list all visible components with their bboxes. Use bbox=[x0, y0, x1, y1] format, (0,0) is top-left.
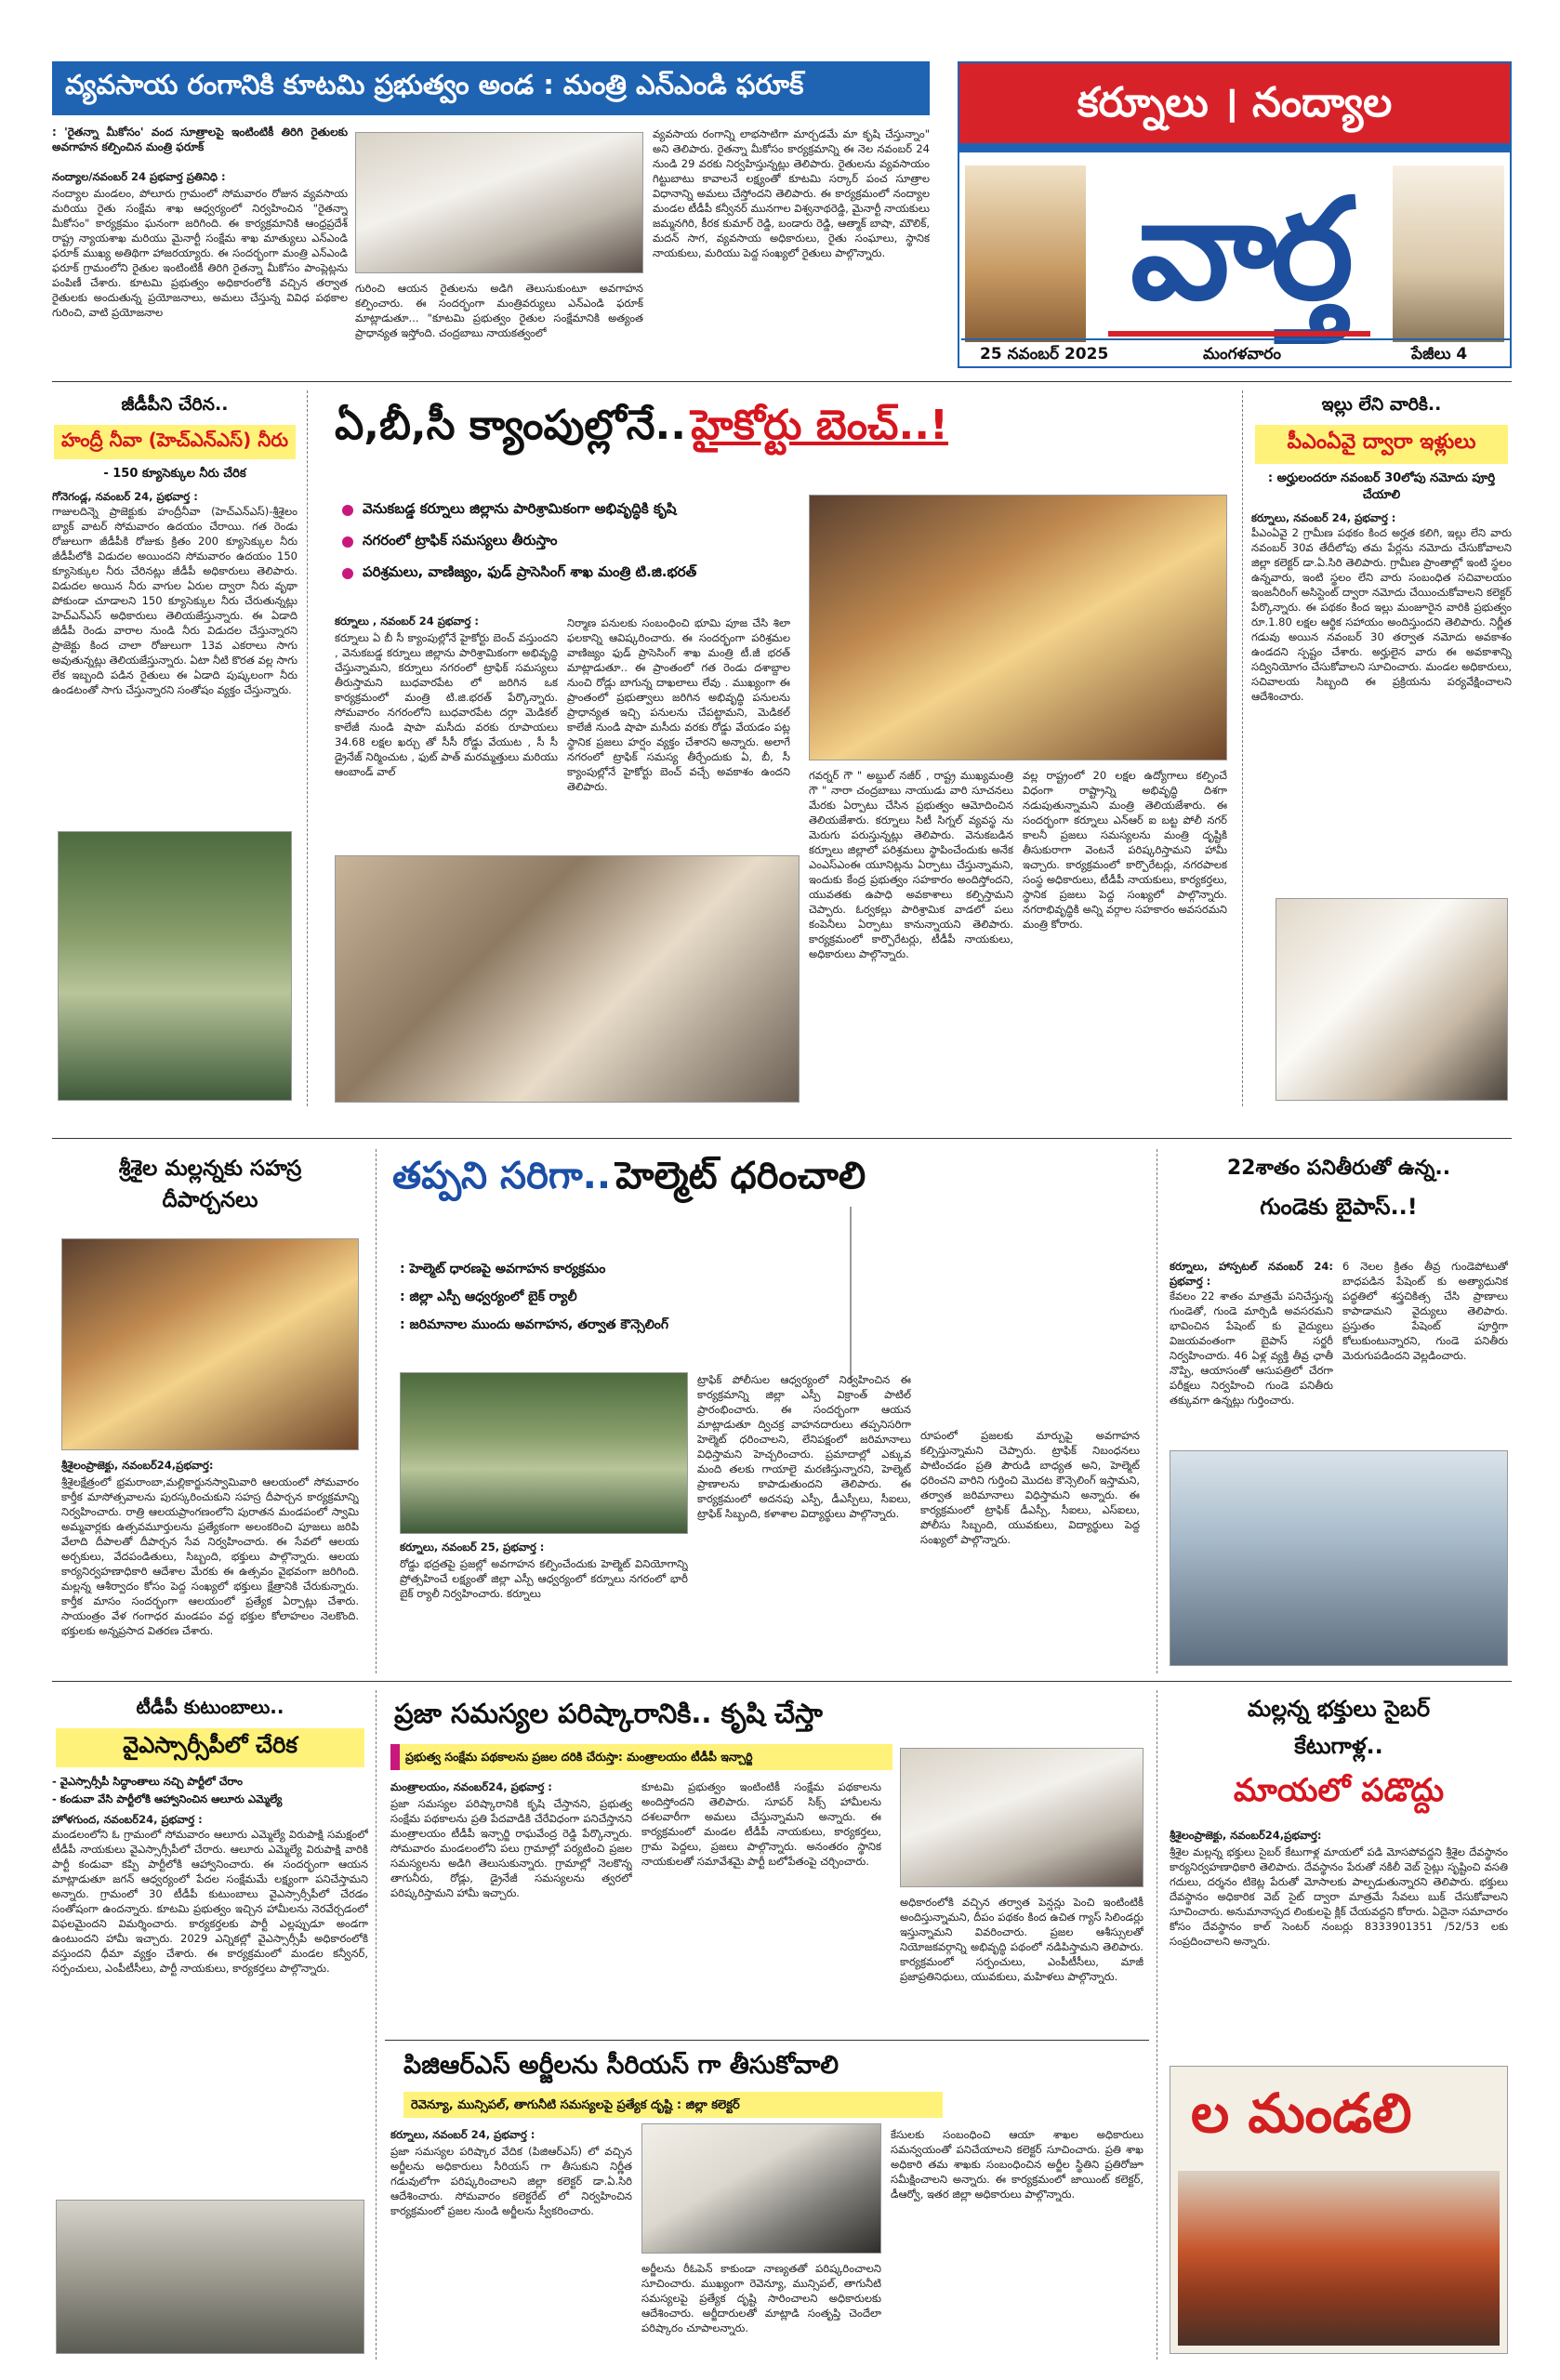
story-hndri-photo bbox=[58, 831, 292, 1101]
story-praja-body-1: ప్రజా సమస్యల పరిష్కారానికి కృషి చేస్తానని, ప్రభుత్వ సంక్షేమ పథకాలను ప్రతి పేదవాడికి చేరేవిధంగా పనిచేస్తానని మంత్రాలయం టీడీపీ ఇన్చార్జి రాఘవేంద్ర రెడ్డి పేర్కొన్నారు. సోమవారం మండలంలోని పలు గ్రామాల్లో పర్యటించి ప్రజల సమస్యలను అడిగి తెలుసుకున్నారు. గ్రామాల్లో నెలకొన్న తాగునీరు, రోడ్లు, డ్రైనేజీ సమస్యలను త్వరలో పరిష్కరిస్తామని హామీ ఇచ్చారు. bbox=[390, 1797, 632, 1899]
story-pmay-body: పీఎంఏవై 2 గ్రామీణ పథకం కింద అర్హత కలిగి, ఇల్లు లేని వారు నవంబర్ 30వ తేదీలోపు తమ పేర్లను నమోదు చేసుకోవాలని జిల్లా కలెక్టర్ డా.ఏ.సిరి తెలిపారు. గ్రామీణ ప్రాంతాల్లో ఇంటి స్థలం ఉన్నవారు, ఇంటి స్థలం లేని వారు సంబంధిత సచివాలయం ఇంజనీరింగ్ అసిస్టెంట్ ద్వారా నమోదు చేయించుకోవాలని కలెక్టర్ పేర్కొన్నారు. ఈ పథకం కింద ఇల్లు మంజూరైన వారికి ప్రభుత్వం రూ.1.80 లక్షల ఆర్థిక సహాయం అందిస్తుందని తెలిపారు. నిర్ణీత గడువు అయిన నవంబర్ 30 తర్వాత నమోదు అవకాశం ఉండదని స్పష్టం చేశారు. అర్హులైన వారు ఈ అవకాశాన్ని సద్వినియోగం చేసుకోవాలని సూచించారు. మండల అధికారులు, సచివాలయ సిబ్బంది ఈ ప్రక్రియను పర్యవేక్షించాలని ఆదేశించారు. bbox=[1251, 526, 1512, 703]
story-helmet-bullet: : జరిమానాల ముందు అవగాహన, తర్వాత కౌన్సెలింగ్ bbox=[400, 1317, 669, 1332]
story-srisailam-body: శ్రీశైలక్షేత్రంలో భ్రమరాంబా,మల్లికార్జునస్వామివారి ఆలయంలో సోమవారం కార్తీక మాసోత్సవాలను పురస్కరించుకుని సహస్ర దీపార్చన కార్యక్రమాన్ని నిర్వహించారు. రాత్రి ఆలయప్రాంగణంలోని పురాతన మండపంలో స్వామి అమ్మవార్లకు ఉత్సవమూర్తులను ప్రత్యేకంగా అలంకరించి పూజలు జరిపి వేలాది దీపాలతో దీపార్చన సేవ నిర్వహించారు. ఈ సేవలో ఆలయ అర్చకులు, వేదపండితులు, సిబ్బంది, భక్తులు పాల్గొన్నారు. ఆలయ కార్యనిర్వహణాధికారి ఆదేశాల మేరకు ఈ ఉత్సవం వైభవంగా జరిగింది. మల్లన్న ఆశీర్వాదం కోసం పెద్ద సంఖ్యలో భక్తులు క్షేత్రానికి చేరుకున్నారు. కార్తీక మాసం సందర్భంగా ఆలయంలో ప్రత్యేక ఏర్పాట్లు చేశారు. సాయంత్రం వేళ గంగాధర మండపం వద్ద భక్తుల కోలాహలం నెలకొంది. భక్తులకు అన్నప్రసాద వితరణ చేశారు. bbox=[61, 1475, 359, 1637]
story-pmay-headline bbox=[1255, 425, 1508, 464]
story-cyber bbox=[1166, 1690, 1512, 2360]
story-srisailam-headline: శ్రీశైల మల్లన్నకు సహస్ర దీపార్చనలు bbox=[118, 1157, 302, 1212]
story-heart-dateline: కర్నూలు, హాస్పటల్ నవంబర్ 24: ప్రభవార్త : bbox=[1170, 1260, 1333, 1288]
story-farooq-photo bbox=[355, 132, 643, 273]
story-pgrs-sub-text: రెవెన్యూ, మున్సిపల్, తాగునీటి సమస్యలపై ప్రత్యేక దృష్టి : జిల్లా కలెక్టర్ bbox=[411, 2098, 740, 2112]
story-pgrs-dateline: కర్నూలు, నవంబర్ 24, ప్రభవార్త : bbox=[390, 2128, 535, 2141]
divider bbox=[1242, 390, 1243, 1106]
story-ysrcp-body: మండలంలోని ఓ గ్రామంలో సోమవారం ఆలూరు ఎమ్మెల్యే విరుపాక్షి సమక్షంలో టీడీపీ నాయకులు వైఎస్సార్సీపీలో చేరారు. ఆలూరు ఎమ్మెల్యే విరుపాక్షి వారికి పార్టీ కండువా కప్పి పార్టీలోకి ఆహ్వానించారు. ఈ సందర్భంగా ఆయన మాట్లాడుతూ జగన్ ఆధ్వర్యంలో పేదల సంక్షేమమే లక్ష్యంగా పనిచేస్తామని అన్నారు. గ్రామంలో 30 టీడీపీ కుటుంబాలు వైఎస్సార్సీపీలో చేరడం సంతోషంగా ఉందన్నారు. కూటమి ప్రభుత్వం ఇచ్చిన హామీలను నెరవేర్చడంలో విఫలమైందని విమర్శించారు. కార్యకర్తలకు పార్టీ ఎల్లప్పుడూ అండగా ఉంటుందని హామీ ఇచ్చారు. 2029 ఎన్నికల్లో వైఎస్సార్సీపీ అధికారంలోకి వస్తుందని ధీమా వ్యక్తం చేశారు. ఈ కార్యక్రమంలో మండల కన్వీనర్, సర్పంచులు, ఎంపీటీసీలు, పార్టీ నాయకులు, కార్యకర్తలు పాల్గొన్నారు. bbox=[52, 1828, 368, 1975]
story-ysrcp-sub-1: - వైఎస్సార్సీపీ సిద్ధాంతాలు నచ్చి పార్టీలో చేరాం bbox=[52, 1775, 243, 1788]
story-pmay-sub: : అర్హులందరూ నవంబర్ 30లోపు నమోదు పూర్తి చేయాలి bbox=[1267, 471, 1496, 502]
story-bench-photo-stage bbox=[809, 495, 1227, 760]
story-pgrs-body-1: ప్రజా సమస్యల పరిష్కార వేదిక (పిజిఆర్ఎస్) లో వచ్చిన అర్జీలను అధికారులు సీరియస్ గా తీసుకుని నిర్ణీత గడువులోగా పరిష్కరించాలని జిల్లా కలెక్టర్ డా.ఏ.సిరి ఆదేశించారు. సోమవారం కలెక్టరేట్ లో నిర్వహించిన కార్యక్రమంలో ప్రజల నుండి అర్జీలను స్వీకరించారు. bbox=[390, 2145, 632, 2217]
story-praja-body-2: కూటమి ప్రభుత్వం ఇంటింటికీ సంక్షేమ పథకాలను అందిస్తోందని తెలిపారు. సూపర్ సిక్స్ హామీలను దశలవారీగా అమలు చేస్తున్నామని అన్నారు. ఈ కార్యక్రమంలో మండల టీడీపీ నాయకులు, కార్యకర్తలు, గ్రామ పెద్దలు, ప్రజలు పాల్గొన్నారు. అనంతరం స్థానిక నాయకులతో సమావేశమై పార్టీ బలోపేతంపై చర్చించారు. bbox=[641, 1780, 881, 1868]
story-helmet-body-1: రోడ్డు భద్రతపై ప్రజల్లో అవగాహన కల్పించేందుకు హెల్మెట్ వినియోగాన్ని ప్రోత్సహించే లక్ష్యంతో జిల్లా ఎస్పీ ఆధ్వర్యంలో కర్నూలు నగరంలో భారీ బైక్ ర్యాలీ నిర్వహించారు. కర్నూలు bbox=[400, 1557, 688, 1600]
story-helmet-headline-blue: తప్పని సరిగా.. bbox=[392, 1155, 612, 1197]
story-farooq-body-3: వ్యవసాయ రంగాన్ని లాభసాటిగా మార్చడమే మా కృషి చేస్తున్నాం" అని తెలిపారు. రైతన్నా మీకోసం కార్యక్రమాన్ని ఈ నెల నవంబర్ 24 నుండి 29 వరకు నిర్వహిస్తున్నట్లు తెలిపారు. రైతులను వ్యవసాయం గిట్టుబాటు కావాలనే లక్ష్యంతో కూటమి సర్కార్ పంచ సూత్రాల విధానాన్ని అమలు చేస్తోందని తెలిపారు. ఈ కార్యక్రమంలో నంద్యాల మండల టీడీపీ కన్వీనర్ మునగాల విశ్వనాథరెడ్డి, మైనార్టీ నాయకులు జమ్మనగిరి, కీరక కుమార్ రెడ్డి, బండారు రెడ్డి, ఆత్మాక్ బాషా, మౌలిక్, మదన్ సాగ, వ్యవసాయ అధికారులు, రైతు సంఘాలు, స్థానిక నాయకులు, మరియు పెద్ద సంఖ్యలో రైతులు పాల్గొన్నారు. bbox=[653, 127, 930, 259]
top-headline-text: వ్యవసాయ రంగానికి కూటమి ప్రభుత్వం అండ : మంత్రి ఎన్ఎండి ఫరూక్ bbox=[65, 69, 804, 100]
story-bench-headline bbox=[335, 402, 1233, 459]
story-srisailam-photo bbox=[61, 1238, 359, 1450]
story-hndri-overline: జీడీపీని చేరిన.. bbox=[121, 394, 229, 415]
story-pgrs bbox=[385, 2047, 1149, 2360]
divider bbox=[307, 390, 308, 1106]
divider bbox=[52, 381, 1512, 382]
story-bench bbox=[316, 390, 1233, 1106]
story-heart bbox=[1166, 1149, 1512, 1673]
masthead-logo-underline bbox=[1108, 331, 1370, 337]
story-cyber-body: శ్రీశైల మల్లన్న భక్తులు సైబర్ కేటుగాళ్ల మాయలో పడి మోసపోవద్దని శ్రీశైల దేవస్థానం కార్యనిర్వహణాధికారి తెలిపారు. దేవస్థానం పేరుతో నకిలీ వెబ్ సైట్లు సృష్టించి వసతి గదులు, దర్శనం టికెట్ల పేరుతో మోసాలకు పాల్పడుతున్నారని తెలిపారు. భక్తులు దేవస్థానం అధికారిక వెబ్ సైట్ ద్వారా మాత్రమే సేవలు బుక్ చేసుకోవాలని సూచించారు. అనుమానాస్పద లింకులపై క్లిక్ చేయవద్దని కోరారు. ఏదైనా సమాచారం కోసం దేవస్థానం కాల్ సెంటర్ నంబర్లు 8333901351 /52/53 లకు సంప్రదించాలని అన్నారు. bbox=[1170, 1845, 1508, 1948]
divider bbox=[376, 1149, 377, 1673]
story-praja-dateline: మంత్రాలయం, నవంబర్24, ప్రభవార్త : bbox=[390, 1780, 552, 1793]
story-praja-headline: ప్రజా సమస్యల పరిష్కారానికి.. కృషి చేస్తా bbox=[394, 1698, 823, 1729]
story-bench-headline-red: హైకోర్టు బెంచ్..! bbox=[691, 402, 948, 449]
story-helmet-bullet: : హెల్మెట్ ధారణపై అవగాహన కార్యక్రమం bbox=[400, 1262, 606, 1276]
story-cyber-headline-1: మల్లన్న భక్తులు సైబర్ bbox=[1247, 1696, 1431, 1722]
issue-day: మంగళవారం bbox=[1203, 345, 1281, 364]
masthead-divider bbox=[959, 143, 1510, 152]
story-heart-headline-1: 22శాతం పనితీరుతో ఉన్న.. bbox=[1226, 1157, 1451, 1180]
story-pmay-overline: ఇల్లు లేని వారికి.. bbox=[1321, 394, 1442, 415]
story-pgrs-sub bbox=[403, 2092, 943, 2118]
story-hndri-headline bbox=[54, 425, 296, 459]
story-bench-headline-black: ఏ,బీ,సీ క్యాంపుల్లోనే.. bbox=[335, 402, 686, 449]
story-ysrcp-dateline: హోళగుంద, నవంబర్24, ప్రభవార్త : bbox=[52, 1813, 203, 1826]
story-pmay bbox=[1251, 390, 1512, 1106]
story-hndri bbox=[52, 390, 297, 1106]
masthead-logo: వార్త bbox=[1130, 167, 1349, 331]
story-ysrcp-sub-2: - కండువా వేసి పార్టీలోకి ఆహ్వానించిన ఆలూరు ఎమ్మెల్యే bbox=[52, 1792, 283, 1805]
story-pgrs-headline: పిజిఆర్ఎస్ అర్జీలను సీరియస్ గా తీసుకోవాలి bbox=[403, 2051, 839, 2080]
divider bbox=[52, 1138, 1512, 1139]
masthead-art-left bbox=[965, 165, 1086, 342]
story-hndri-body: గాజులదిన్నె ప్రాజెక్టుకు హంద్రీనీవా (హెచ్ఎన్ఎస్)-శ్రీశైలం బ్యాక్ వాటర్ సోమవారం ఉదయం చేరాయి. గత రెండు రోజులుగా జీడీపీకి రోజుకు క్రితం 200 క్యూసెక్కుల నీరు జీడీపీలోకి విడుదల అయిందని సోమవారం ఉదయం 150 క్యూసెక్కుల నీరు చేరినట్లు జీడీపీ అధికారులు తెలిపారు. విడుదల అయిన నీరు వాగుల ఏరుల ద్వారా నీరు వృథా పోకుండా చూడాలని 150 క్యూసెక్కుల నీరు చేరుతున్నట్లు హెచ్ఎన్ఎస్ అధికారులు తెలియజేస్తున్నారు. ఈ ఏడాది జీడీపీ రెండు వారాల నుండి నీరు విడుదల చేస్తున్నారని ప్రాజెక్టు కింద చాలా రోజులుగా 13వ ఎకరాలు సాగు అవుతున్నట్లు తెలియజేస్తున్నారు. ఏటా నీటి కొరత వల్ల సాగు లేక ఇబ్బంది పడిన రైతులు ఈ ఏడాది పుష్కలంగా నీరు ఉండటంతో సాగు చేస్తున్నారని సంతోషం వ్యక్తం చేస్తున్నారు. bbox=[52, 505, 297, 696]
masthead bbox=[958, 61, 1512, 368]
story-ysrcp bbox=[52, 1690, 368, 2360]
story-hndri-headline-text: హంద్రీ నీవా (హెచ్ఎన్ఎస్) నీరు bbox=[60, 429, 289, 451]
story-cyber-photo-people bbox=[1178, 2171, 1500, 2346]
story-pmay-dateline: కర్నూలు, నవంబర్ 24, ప్రభవార్త : bbox=[1251, 511, 1396, 524]
story-cyber-dateline: శ్రీశైలంప్రాజెక్టు, నవంబర్24,ప్రభవార్త: bbox=[1170, 1829, 1322, 1842]
story-praja-photo bbox=[900, 1748, 1144, 1887]
story-bench-bullet: పరిశ్రమలు, వాణిజ్యం, ఫుడ్ ప్రాసెసింగ్ శాఖ మంత్రి టి.జి.భరత్ bbox=[342, 563, 770, 584]
masthead-region: కర్నూలు । నంద్యాల bbox=[959, 63, 1510, 143]
story-hndri-sub: - 150 క్యూసెక్కుల నీరు చేరిక bbox=[103, 467, 246, 481]
story-helmet-headline bbox=[392, 1155, 1149, 1207]
story-bench-body-2: నిర్మాణ పనులకు సంబంధించి భూమి పూజ చేసి శిలా ఫలకాన్ని ఆవిష్కరించారు. ఈ సందర్భంగా పరిశ్రమల వాణిజ్యం ఫుడ్ ప్రాసెసింగ్ శాఖ మంత్రి టీ.జీ భరత్ మాట్లాడుతూ.. ఈ ప్రాంతంలో గత రెండు దశాబ్దాల నుంచి రోడ్లు బాగున్న దాఖలాలు లేవు . ముఖ్యంగా ఈ ప్రాంతంలో ప్రభుత్వాలు జరిగిన అభివృద్ధి పనులను ప్రాధాన్యత ఇచ్చి పనులను చేపట్టామని, మెడికల్ కాలేజీ నుండి షాపా మసీదు వరకు రోడ్డు వేయడం పట్ల స్థానిక ప్రజలు హర్షం వ్యక్తం చేశారని అన్నారు. అలాగే నగరంలో ట్రాఫిక్ సమస్య తీర్చేందుకు ఏ, బీ, సీ క్యాంపుల్లోనే హైకోర్టు బెంచ్ వచ్చే అవకాశం ఉందని తెలిపారు. bbox=[567, 616, 790, 793]
story-helmet-bullets bbox=[400, 1255, 790, 1339]
story-farooq bbox=[52, 125, 930, 376]
story-farooq-body-2: గురించి ఆయన రైతులను అడిగి తెలుసుకుంటూ అవగాహన కల్పించారు. ఈ సందర్భంగా మంత్రివర్యులు ఎన్ఎండి ఫరూక్ మాట్లాడుతూ... "కూటమి ప్రభుత్వం రైతుల సంక్షేమానికి అత్యంత ప్రాధాన్యత ఇస్తోంది. చంద్రబాబు నాయకత్వంలో bbox=[355, 282, 643, 339]
divider bbox=[52, 1681, 1512, 1682]
story-praja bbox=[385, 1690, 1149, 2036]
story-helmet-headline-dark: హెల్మెట్ ధరించాలి bbox=[615, 1155, 866, 1197]
story-pmay-photo bbox=[1276, 898, 1508, 1101]
story-heart-photo bbox=[1170, 1450, 1508, 1666]
story-ysrcp-overline: టీడీపీ కుటుంబాలు.. bbox=[136, 1696, 284, 1718]
story-ysrcp-photo bbox=[56, 2200, 364, 2354]
story-farooq-dateline: నంద్యాల/నవంబర్ 24 ప్రభవార్త ప్రతినిధి : bbox=[52, 170, 226, 183]
story-helmet-body-3: రూపంలో ప్రజలకు మార్పుపై అవగాహన కల్పిస్తున్నామని చెప్పారు. ట్రాఫిక్ నిబంధనలు పాటించడం ప్రతి పౌరుడి బాధ్యత అని, హెల్మెట్ ధరించని వారిని గుర్తించి మొదట కౌన్సెలింగ్ ఇస్తామని, తర్వాత జరిమానాలు విధిస్తామని అన్నారు. ఈ కార్యక్రమంలో ట్రాఫిక్ డీఎస్పీ, సీఐలు, ఎస్ఐలు, పోలీసు సిబ్బంది, యువకులు, విద్యార్థులు పెద్ద సంఖ్యలో పాల్గొన్నారు. bbox=[920, 1429, 1140, 1546]
story-cyber-headline-3: మాయలో పడొద్దు bbox=[1233, 1772, 1445, 1809]
story-praja-body-3: అధికారంలోకి వచ్చిన తర్వాత పెన్షన్లు పెంచి ఇంటింటికీ అందిస్తున్నామని, దీపం పథకం కింద ఉచిత గ్యాస్ సిలిండర్లు ఇస్తున్నామని వివరించారు. ప్రజల ఆశీస్సులతో నియోజకవర్గాన్ని అభివృద్ధి పథంలో నడిపిస్తామని తెలిపారు. కార్యక్రమంలో సర్పంచులు, ఎంపీటీసీలు, మాజీ ప్రజాప్రతినిధులు, యువకులు, మహిళలు పాల్గొన్నారు. bbox=[900, 1896, 1144, 1983]
story-srisailam-dateline: శ్రీశైలంప్రాజెక్టు, నవంబర్24,ప్రభవార్త: bbox=[61, 1459, 214, 1472]
story-helmet-body-2: ట్రాఫిక్ పోలీసుల ఆధ్వర్యంలో నిర్వహించిన ఈ కార్యక్రమాన్ని జిల్లా ఎస్పీ విక్రాంత్ పాటిల్ ప్రారంభించారు. ఈ సందర్భంగా ఆయన మాట్లాడుతూ ద్విచక్ర వాహనదారులు తప్పనిసరిగా హెల్మెట్ ధరించాలని, లేనిపక్షంలో జరిమానాలు విధిస్తామని హెచ్చరించారు. ప్రమాదాల్లో ఎక్కువ మంది తలకు గాయాలై మరణిస్తున్నారని, హెల్మెట్ ప్రాణాలను కాపాడుతుందని తెలిపారు. ఈ కార్యక్రమంలో అదనపు ఎస్పీ, డీఎస్పీలు, సీఐలు, ట్రాఫిక్ సిబ్బంది, కళాశాల విద్యార్థులు పాల్గొన్నారు. bbox=[697, 1373, 911, 1520]
divider bbox=[385, 2040, 1149, 2041]
story-cyber-photo-banner bbox=[1178, 2074, 1500, 2167]
story-helmet-dateline: కర్నూలు, నవంబర్ 25, ప్రభవార్త : bbox=[400, 1540, 545, 1554]
story-pmay-headline-text: పీఎంఏవై ద్వారా ఇళ్లులు bbox=[1287, 430, 1476, 454]
story-cyber-photo bbox=[1170, 2066, 1508, 2354]
story-praja-tag-text: ప్రభుత్వ సంక్షేమ పథకాలను ప్రజల దరికి చేరుస్తా: మంత్రాలయం టీడీపీ ఇన్చార్జి bbox=[405, 1750, 753, 1764]
story-helmet-photo-rally bbox=[400, 1372, 688, 1534]
story-bench-bullet: వెనుకబడ్డ కర్నూలు జిల్లాను పారిశ్రామికంగా అభివృద్ధికి కృషి bbox=[342, 500, 770, 521]
story-pgrs-body-3: కేసులకు సంబంధించి ఆయా శాఖల అధికారులు సమన్వయంతో పనిచేయాలని కలెక్టర్ సూచించారు. ప్రతి శాఖ అధికారి తమ శాఖకు సంబంధించిన అర్జీల స్థితిని ప్రతిరోజూ సమీక్షించాలని అన్నారు. ఈ కార్యక్రమంలో జాయింట్ కలెక్టర్, డీఆర్వో, ఇతర జిల్లా అధికారులు పాల్గొన్నారు. bbox=[891, 2128, 1144, 2201]
story-srisailam bbox=[52, 1149, 368, 1673]
masthead-art-right bbox=[1393, 165, 1504, 342]
story-pgrs-photo bbox=[641, 2123, 881, 2254]
story-farooq-body-1: నంద్యాల మండలం, పోలూరు గ్రామంలో సోమవారం రోజున వ్యవసాయ మరియు రైతు సంక్షేమ శాఖ ఆధ్వర్యంలో నిర్వహించిన "రైతన్నా మీకోసం" కార్యక్రమం ఘనంగా జరిగింది. ఈ కార్యక్రమానికి ఆంధ్రప్రదేశ్ రాష్ట్ర న్యాయశాఖ మరియు మైనార్టీ సంక్షేమ శాఖ మాత్యులు ఎన్ఎండి ఫరూక్ ముఖ్య అతిథిగా హాజరయ్యారు. ఈ సందర్భంగా మంత్రి ఎన్ఎండి ఫరూక్ గ్రామంలోని రైతుల ఇంటింటికీ తిరిగి రైతన్నా మీకోసం పాంప్లెట్లను పంపిణీ చేశారు. కూటమి ప్రభుత్వం అధికారంలోకి వచ్చిన తర్వాత రైతులకు అందుతున్న ప్రయోజనాలు, అమలు చేస్తున్న వివిధ పథకాల గురించి, వాటి ప్రయోజనాల bbox=[52, 187, 348, 319]
story-heart-body-1: కేవలం 22 శాతం మాత్రమే పనిచేస్తున్న గుండెతో, గుండె మార్పిడి అవసరమని భావించిన పేషెంట్ కు వైద్యులు విజయవంతంగా బైపాస్ సర్జరీ నిర్వహించారు. 46 ఏళ్ల వ్యక్తి తీవ్ర ఛాతీ నొప్పి, ఆయాసంతో ఆసుపత్రిలో చేరగా పరీక్షలు నిర్వహించి గుండె పనితీరు తక్కువగా ఉన్నట్లు గుర్తించారు. bbox=[1170, 1289, 1333, 1407]
story-farooq-kicker: : 'రైతన్నా మీకోసం' వంద సూత్రాలపై ఇంటింటికీ తిరిగి రైతులకు అవగాహన కల్పించిన మంత్రి ఫరూక్ bbox=[52, 126, 348, 153]
story-helmet-bullet: : జిల్లా ఎస్పీ ఆధ్వర్యంలో బైక్ ర్యాలీ bbox=[400, 1289, 577, 1304]
story-hndri-dateline: గోనెగండ్ల, నవంబర్ 24, ప్రభవార్త : bbox=[52, 490, 198, 503]
story-bench-bullet: నగరంలో ట్రాఫిక్ సమస్యలు తీరుస్తాం bbox=[342, 532, 770, 552]
story-praja-tag bbox=[390, 1744, 892, 1770]
story-bench-dateline: కర్నూలు , నవంబర్ 24 ప్రభవార్త : bbox=[335, 615, 480, 628]
story-cyber-headline-2: కేటుగాళ్ల.. bbox=[1294, 1733, 1383, 1759]
issue-date: 25 నవంబర్ 2025 bbox=[980, 345, 1109, 364]
story-helmet bbox=[385, 1149, 1149, 1673]
story-pgrs-body-2: అర్జీలను రీఓపెన్ కాకుండా నాణ్యతతో పరిష్కరించాలని సూచించారు. ముఖ్యంగా రెవెన్యూ, మున్సిపల్, తాగునీటి సమస్యలపై ప్రత్యేక దృష్టి సారించాలని అధికారులకు ఆదేశించారు. అర్జీదారులతో మాట్లాడి సంతృప్తి చెందేలా పరిష్కారం చూపాలన్నారు. bbox=[641, 2262, 881, 2334]
story-bench-body-4: వల్ల రాష్ట్రంలో 20 లక్షల ఉద్యోగాలు కల్పించే విధంగా రాష్ట్రాన్ని అభివృద్ధి దిశగా నడుపుతున్నామని మంత్రి తెలియజేశారు. ఈ సందర్భంగా కర్నూలు ఎన్ఆర్ ఐ బట్ట పోలీ నగర్ కాలనీ ప్రజలు సమస్యలను మంత్రి దృష్టికి తీసుకురాగా వెంటనే పరిష్కరిస్తామని హామీ ఇచ్చారు. కార్యక్రమంలో కార్పొరేటర్లు, నగరపాలక సంస్థ అధికారులు, టీడీపీ నాయకులు, కార్యకర్తలు, స్థానిక ప్రజలు పెద్ద సంఖ్యలో పాల్గొన్నారు. నగరాభివృద్ధికి అన్ని వర్గాల సహకారం అవసరమని మంత్రి కోరారు. bbox=[1023, 769, 1227, 931]
date-bar bbox=[961, 338, 1512, 366]
divider bbox=[376, 1690, 377, 2360]
story-heart-body-2: 6 నెలల క్రితం తీవ్ర గుండెపోటుతో బాధపడిన పేషెంట్ కు అత్యాధునిక పద్ధతిలో శస్త్రచికిత్స చేసి ప్రాణాలు కాపాడామని వైద్యులు తెలిపారు. ప్రస్తుతం పేషెంట్ పూర్తిగా కోలుకుంటున్నారని, గుండె పనితీరు మెరుగుపడిందని వెల్లడించారు. bbox=[1342, 1260, 1508, 1362]
story-ysrcp-headline-text: వైఎస్సార్సీపీలో చేరిక bbox=[123, 1732, 297, 1758]
story-cyber-photo-banner-text: ల మండలి bbox=[1191, 2082, 1412, 2145]
story-ysrcp-headline bbox=[56, 1728, 364, 1767]
story-heart-headline-2: గుండెకు బైపాస్..! bbox=[1260, 1194, 1418, 1220]
top-headline-banner bbox=[52, 61, 930, 115]
story-bench-photo-inauguration bbox=[335, 855, 800, 1103]
story-bench-body-3: గవర్నర్ గౌ " అబ్దుల్ నజీర్ , రాష్ట్ర ముఖ్యమంత్రి గౌ " నారా చంద్రబాబు నాయుడు వారి సూచనలు మేరకు ఏర్పాటు చేసిన ప్రభుత్వం ఆమోదించిన తెలియజేశారు. కర్నూలు సిటీ సిగ్నల్ వ్యవస్థ ను మెరుగు పరుస్తున్నట్లు తెలిపారు. వెనుకబడిన కర్నూలు జిల్లాలో పరిశ్రమలు స్థాపించేందుకు అనేక ఎంఎస్ఎంఈ యూనిట్లను ఏర్పాటు చేస్తున్నామని, ఇందుకు కేంద్ర ప్రభుత్వం సహకారం అందిస్తోందని, యువతకు ఉపాధి అవకాశాలు కల్పిస్తామని చెప్పారు. ఓర్వకల్లు పారిశ్రామిక వాడలో పలు కంపెనీలు ఏర్పాటు కానున్నాయని తెలిపారు. కార్యక్రమంలో కార్పొరేటర్లు, టీడీపీ నాయకులు, అధికారులు పాల్గొన్నారు. bbox=[809, 769, 1013, 960]
story-helmet-photo-rider bbox=[850, 1207, 852, 1383]
story-bench-bullets bbox=[342, 500, 770, 584]
story-bench-body-1: కర్నూలు ఏ బీ సీ క్యాంపుల్లోనే హైకోర్టు బెంచ్ వస్తుందని , వెనుకబడ్డ కర్నూలు జిల్లాను పారిశ్రామికంగా అభివృద్ధి చేస్తున్నామని, కర్నూలు నగరంలో ట్రాఫిక్ సమస్యలు తీరుస్తామని బుధవారపేట లో జరిగిన ఒక కార్యక్రమంలో మంత్రి టి.జి.భరత్ పేర్కొన్నారు. సోమవారం నగరంలోని బుధవారపేట దర్గా మెడికల్ కాలేజీ నుండి షాపా మసీదు వరకు రూపాయలు 34.68 లక్షల ఖర్చు తో సీసీ రోడ్డు వేయుట , సీ సీ డ్రైనేజ్ నిర్మించుట , ఫుట్ పాత్ మరమ్మత్తులు మరియు ఆంబాండ్ వాల్ bbox=[335, 631, 558, 778]
page-number: పేజీలు 4 bbox=[1411, 345, 1468, 364]
